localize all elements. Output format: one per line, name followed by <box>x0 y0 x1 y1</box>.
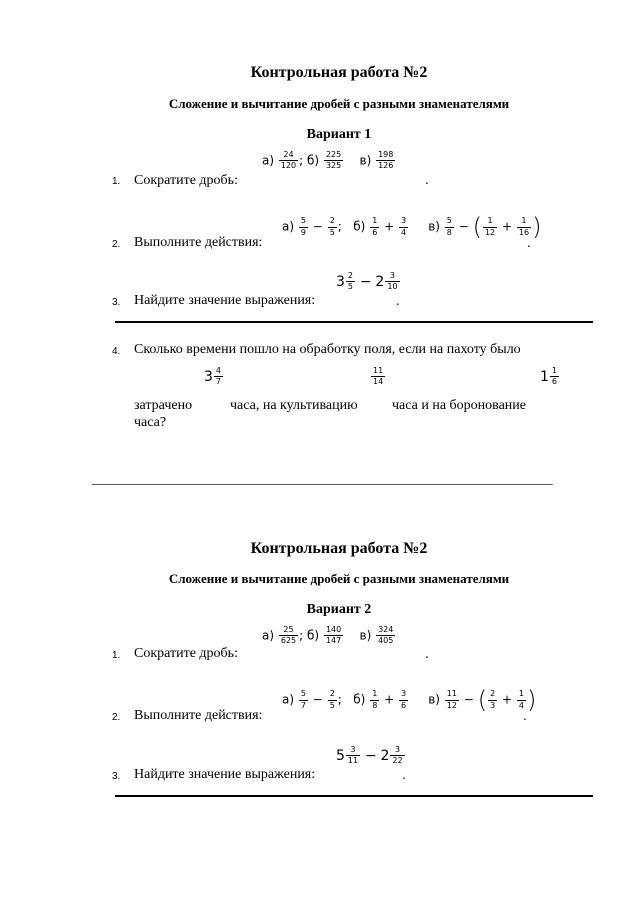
task-text: Сократите дробь: <box>134 646 238 661</box>
task-text: Найдите значение выражения: <box>134 293 316 308</box>
task1-expression: а) $\frac{25}{625}$ ; б) $\frac{140}{147}$ в) $\frac{324}{405}$ <box>262 625 394 646</box>
task4-text: часа? <box>134 415 167 430</box>
task-text: Найдите значение выражения: <box>134 767 316 782</box>
variant-label-v1: Вариант 1 <box>306 127 372 142</box>
task4-line1: Сколько времени пошло на обработку поля, если на пахоту было <box>134 342 521 357</box>
mixed-number: 1 $\frac{1}{6}$ <box>540 366 558 387</box>
subtitle-v1: Сложение и вычитание дробей с разными знаменателями <box>168 96 510 111</box>
task3-expression: 5 $\frac{3}{11}$ − 2 $\frac{3}{22}$ <box>336 745 403 766</box>
period: . <box>425 647 429 661</box>
task-text: Выполните действия: <box>134 235 263 250</box>
task1-expression: а) $\frac{24}{120}$ ; б) $\frac{225}{325}$ в) $\frac{198}{126}$ <box>262 150 394 171</box>
task4-text: часа и на боронование <box>392 398 527 413</box>
page-title-v2: Контрольная работа №2 <box>250 540 428 557</box>
subtitle-v2: Сложение и вычитание дробей с разными знаменателями <box>168 571 510 586</box>
task-number: 1. <box>112 176 121 187</box>
page-title-v1: Контрольная работа №2 <box>250 64 428 81</box>
cut-line: ________________________________________________________________ <box>92 472 553 487</box>
divider <box>115 321 593 323</box>
task-number: 1. <box>112 650 121 661</box>
task-number: 2. <box>112 239 121 250</box>
task-text: Сократите дробь: <box>134 173 238 188</box>
task-text: Выполните действия: <box>134 708 263 723</box>
task4-text: затрачено <box>134 398 193 413</box>
task-number: 2. <box>112 712 121 723</box>
period: . <box>523 709 527 723</box>
task-number: 3. <box>112 771 121 782</box>
task-number: 4. <box>112 346 121 357</box>
task2-expression: а) $\frac{5}{9}$ − $\frac{2}{5}$ ; б) $\frac{1}{6}$ + $\frac{3}{4}$ в) $\frac{5}{8}$ − ( $\frac{1}{12}$ + $\frac{1}{16}$ ) <box>282 213 542 241</box>
task2-expression: а) $\frac{5}{7}$ − $\frac{2}{5}$ ; б) $\frac{1}{8}$ + $\frac{3}{6}$ в) $\frac{11}{12}$ − ( $\frac{2}{3}$ + $\frac{1}{4}$ ) <box>282 686 537 714</box>
variant-label-v2: Вариант 2 <box>306 602 372 617</box>
period: . <box>396 294 400 308</box>
period: . <box>527 236 531 250</box>
period: . <box>425 173 429 187</box>
period: . <box>402 768 406 782</box>
task4-text: часа, на культивацию <box>230 398 358 413</box>
mixed-number: 3 $\frac{4}{7}$ <box>204 366 222 387</box>
divider <box>115 795 593 797</box>
fraction: $\frac{11}{14}$ <box>373 366 384 387</box>
task-number: 3. <box>112 297 121 308</box>
task3-expression: 3 $\frac{2}{5}$ − 2 $\frac{3}{10}$ <box>336 271 398 292</box>
